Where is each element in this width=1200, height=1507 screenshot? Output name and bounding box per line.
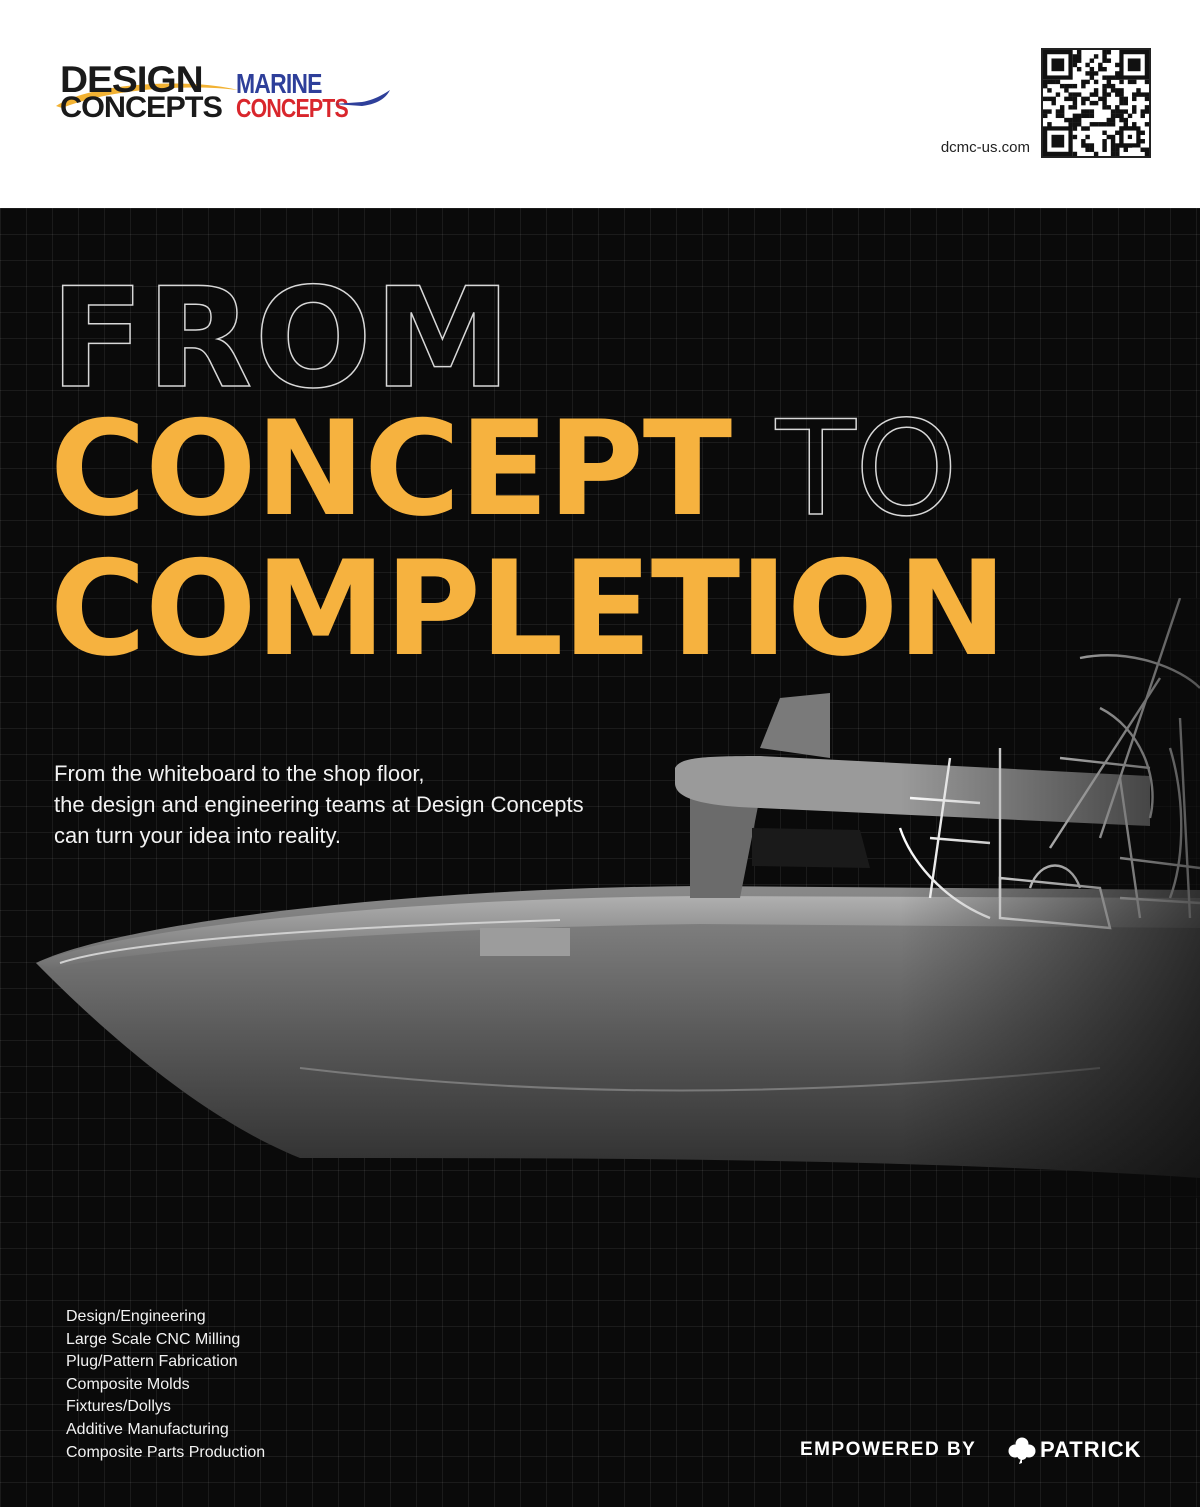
service-item: Composite Molds: [66, 1375, 190, 1393]
headline-from: FROM: [50, 258, 514, 419]
logo-concepts-text: CONCEPTS: [60, 91, 222, 124]
service-item: Large Scale CNC Milling: [66, 1330, 241, 1348]
patrick-brand-text: PATRICK: [1040, 1437, 1142, 1462]
hero-panel: [0, 208, 1200, 1507]
logo-marine-text: MARINE: [236, 68, 322, 99]
empowered-by-patrick[interactable]: [800, 1436, 1160, 1466]
logo-design-text: DESIGN: [60, 59, 203, 100]
logo-marine-concepts-text: CONCEPTS: [236, 93, 348, 123]
service-item: Composite Parts Production: [66, 1443, 266, 1461]
header: [0, 0, 1200, 208]
design-concepts-wordmark: [60, 59, 235, 124]
service-item: Fixtures/Dollys: [66, 1398, 171, 1416]
boat-rendering: [0, 598, 1200, 1198]
headline-concept: CONCEPT: [50, 392, 732, 545]
intro-line: can turn your idea into reality.: [54, 823, 341, 848]
empowered-by-text: EMPOWERED BY: [800, 1439, 977, 1460]
service-item: Additive Manufacturing: [66, 1420, 229, 1438]
service-item: Design/Engineering: [66, 1308, 206, 1325]
boat-fin-icon: [332, 88, 392, 108]
company-logo[interactable]: [52, 59, 382, 142]
qr-code-icon[interactable]: [1041, 48, 1151, 158]
website-url[interactable]: dcmc-us.com: [940, 139, 1030, 156]
headline-completion: COMPLETION: [50, 532, 1006, 685]
service-item: Plug/Pattern Fabrication: [66, 1353, 238, 1371]
headline-concept-to: [50, 392, 1200, 545]
intro-paragraph: [54, 758, 694, 851]
intro-line: From the whiteboard to the shop floor,: [54, 761, 425, 786]
intro-line: the design and engineering teams at Design Concepts: [54, 792, 584, 817]
clover-icon: [1007, 1436, 1037, 1464]
services-list: [66, 1306, 366, 1464]
headline-to: TO: [775, 392, 957, 545]
